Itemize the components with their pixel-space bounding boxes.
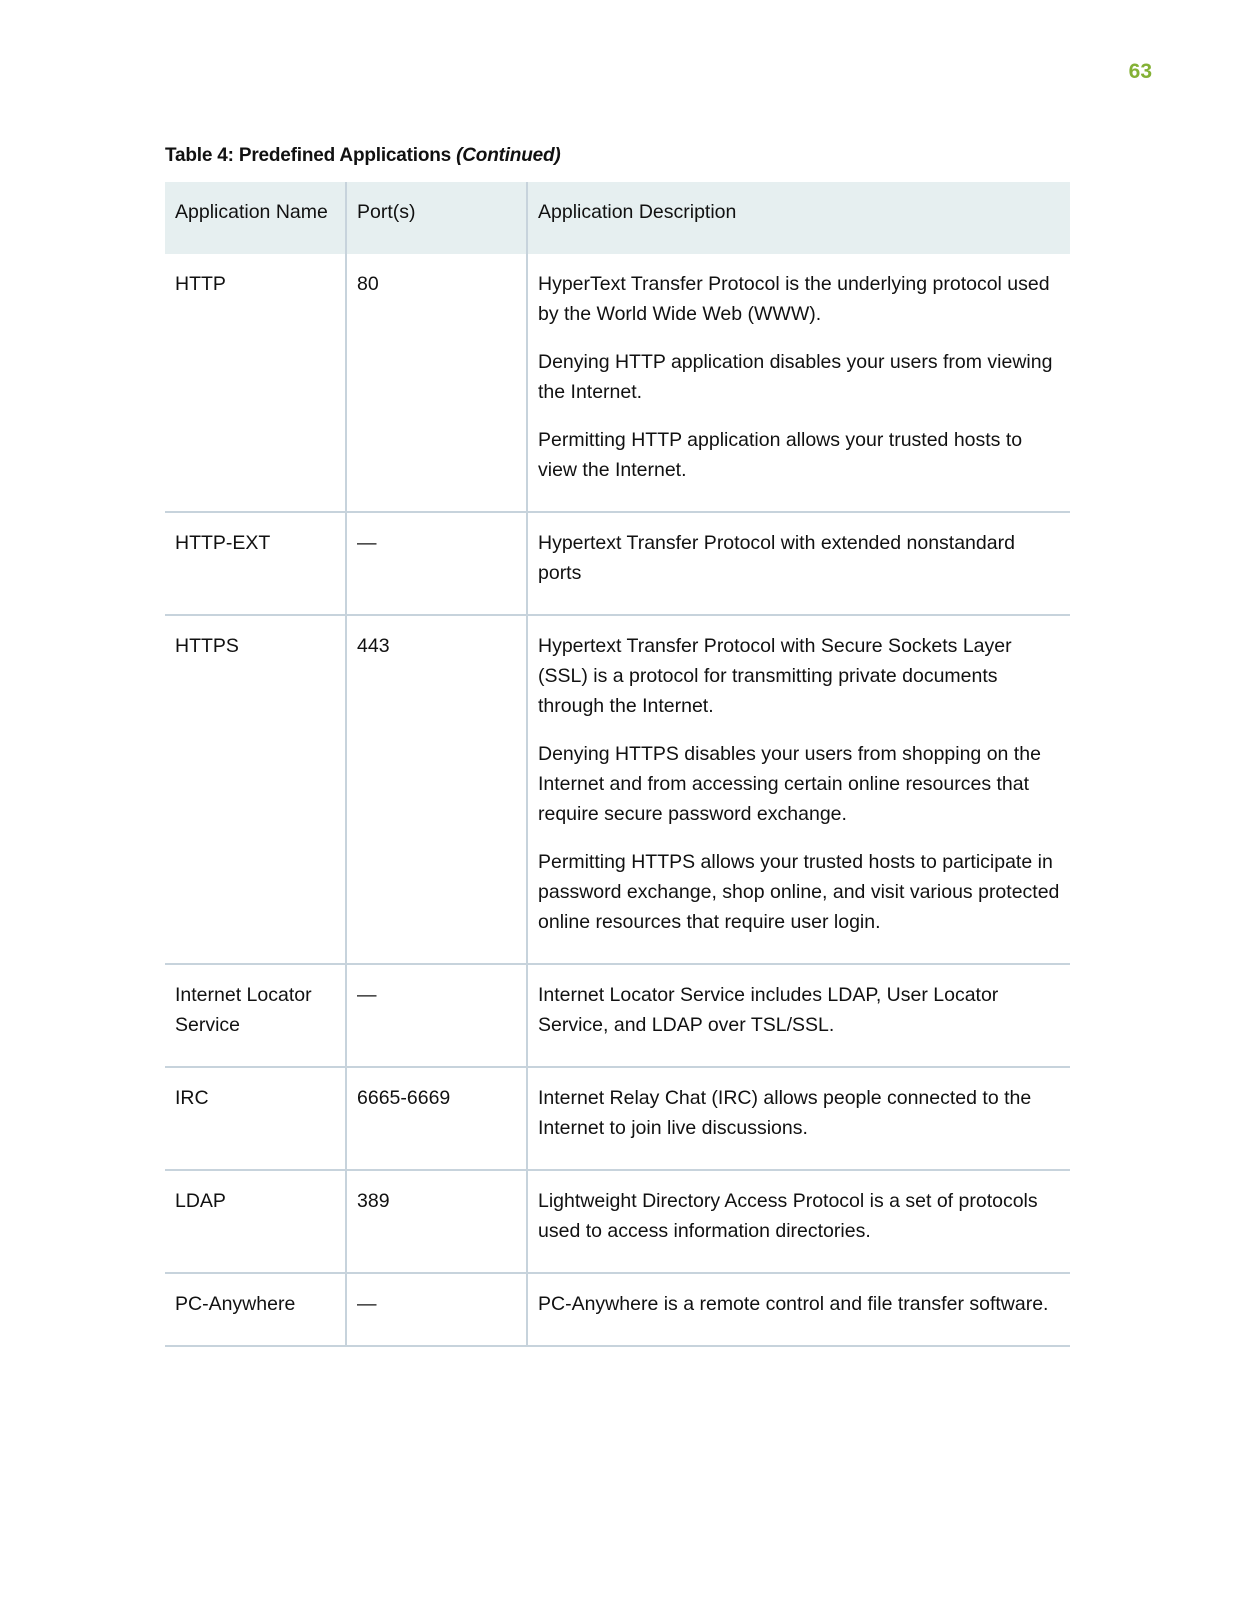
table-row (165, 1273, 1070, 1346)
description-paragraph: Permitting HTTP application allows your trusted hosts to view the Internet. (538, 429, 1023, 481)
table-header-row (165, 182, 1070, 254)
header-ports: Port(s) (346, 182, 527, 254)
description-paragraph: Lightweight Directory Access Protocol is a set of protocols used to access information directories. (538, 1190, 1038, 1242)
table-caption-title: Table 4: Predefined Applications (165, 145, 452, 166)
cell-ports: 80 (346, 254, 527, 512)
table-caption (165, 145, 561, 167)
description-paragraph: HyperText Transfer Protocol is the underlying protocol used by the World Wide Web (WWW). (538, 273, 1050, 325)
table-row (165, 964, 1070, 1067)
description-paragraph: Hypertext Transfer Protocol with Secure Sockets Layer (SSL) is a protocol for transmitting private documents through the Internet. (538, 635, 1012, 717)
header-application-description: Application Description (527, 182, 1070, 254)
table-caption-continued: (Continued) (456, 145, 561, 166)
description-paragraph: Hypertext Transfer Protocol with extended nonstandard ports (538, 532, 1015, 584)
header-application-name: Application Name (165, 182, 346, 254)
page-number: 63 (1128, 60, 1152, 83)
description-paragraph: Permitting HTTPS allows your trusted hosts to participate in password exchange, shop online, and visit various protected online resources that require user login. (538, 851, 1060, 933)
description-paragraph: Internet Relay Chat (IRC) allows people connected to the Internet to join live discussions. (538, 1087, 1032, 1139)
cell-application-name: PC-Anywhere (165, 1273, 346, 1346)
cell-application-name: LDAP (165, 1170, 346, 1273)
predefined-applications-table (165, 182, 1070, 1347)
description-paragraph: Internet Locator Service includes LDAP, User Locator Service, and LDAP over TSL/SSL. (538, 984, 999, 1036)
cell-application-description (527, 1273, 1070, 1346)
cell-application-name: IRC (165, 1067, 346, 1170)
cell-application-description (527, 1067, 1070, 1170)
table-row (165, 512, 1070, 615)
table-row (165, 615, 1070, 964)
table-row (165, 254, 1070, 512)
cell-application-description (527, 1170, 1070, 1273)
cell-application-description (527, 615, 1070, 964)
cell-ports: — (346, 964, 527, 1067)
cell-ports: 6665-6669 (346, 1067, 527, 1170)
cell-application-description (527, 254, 1070, 512)
description-paragraph: Denying HTTP application disables your users from viewing the Internet. (538, 351, 1053, 403)
cell-ports: 443 (346, 615, 527, 964)
cell-application-name: HTTPS (165, 615, 346, 964)
cell-ports: 389 (346, 1170, 527, 1273)
table-row (165, 1067, 1070, 1170)
cell-application-name: HTTP (165, 254, 346, 512)
description-paragraph: PC-Anywhere is a remote control and file transfer software. (538, 1293, 1049, 1315)
cell-application-description (527, 512, 1070, 615)
table-row (165, 1170, 1070, 1273)
description-paragraph: Denying HTTPS disables your users from shopping on the Internet and from accessing certain online resources that require secure password exchange. (538, 743, 1041, 825)
cell-ports: — (346, 1273, 527, 1346)
cell-application-name: HTTP-EXT (165, 512, 346, 615)
cell-ports: — (346, 512, 527, 615)
cell-application-name: Internet Locator Service (165, 964, 346, 1067)
cell-application-description (527, 964, 1070, 1067)
